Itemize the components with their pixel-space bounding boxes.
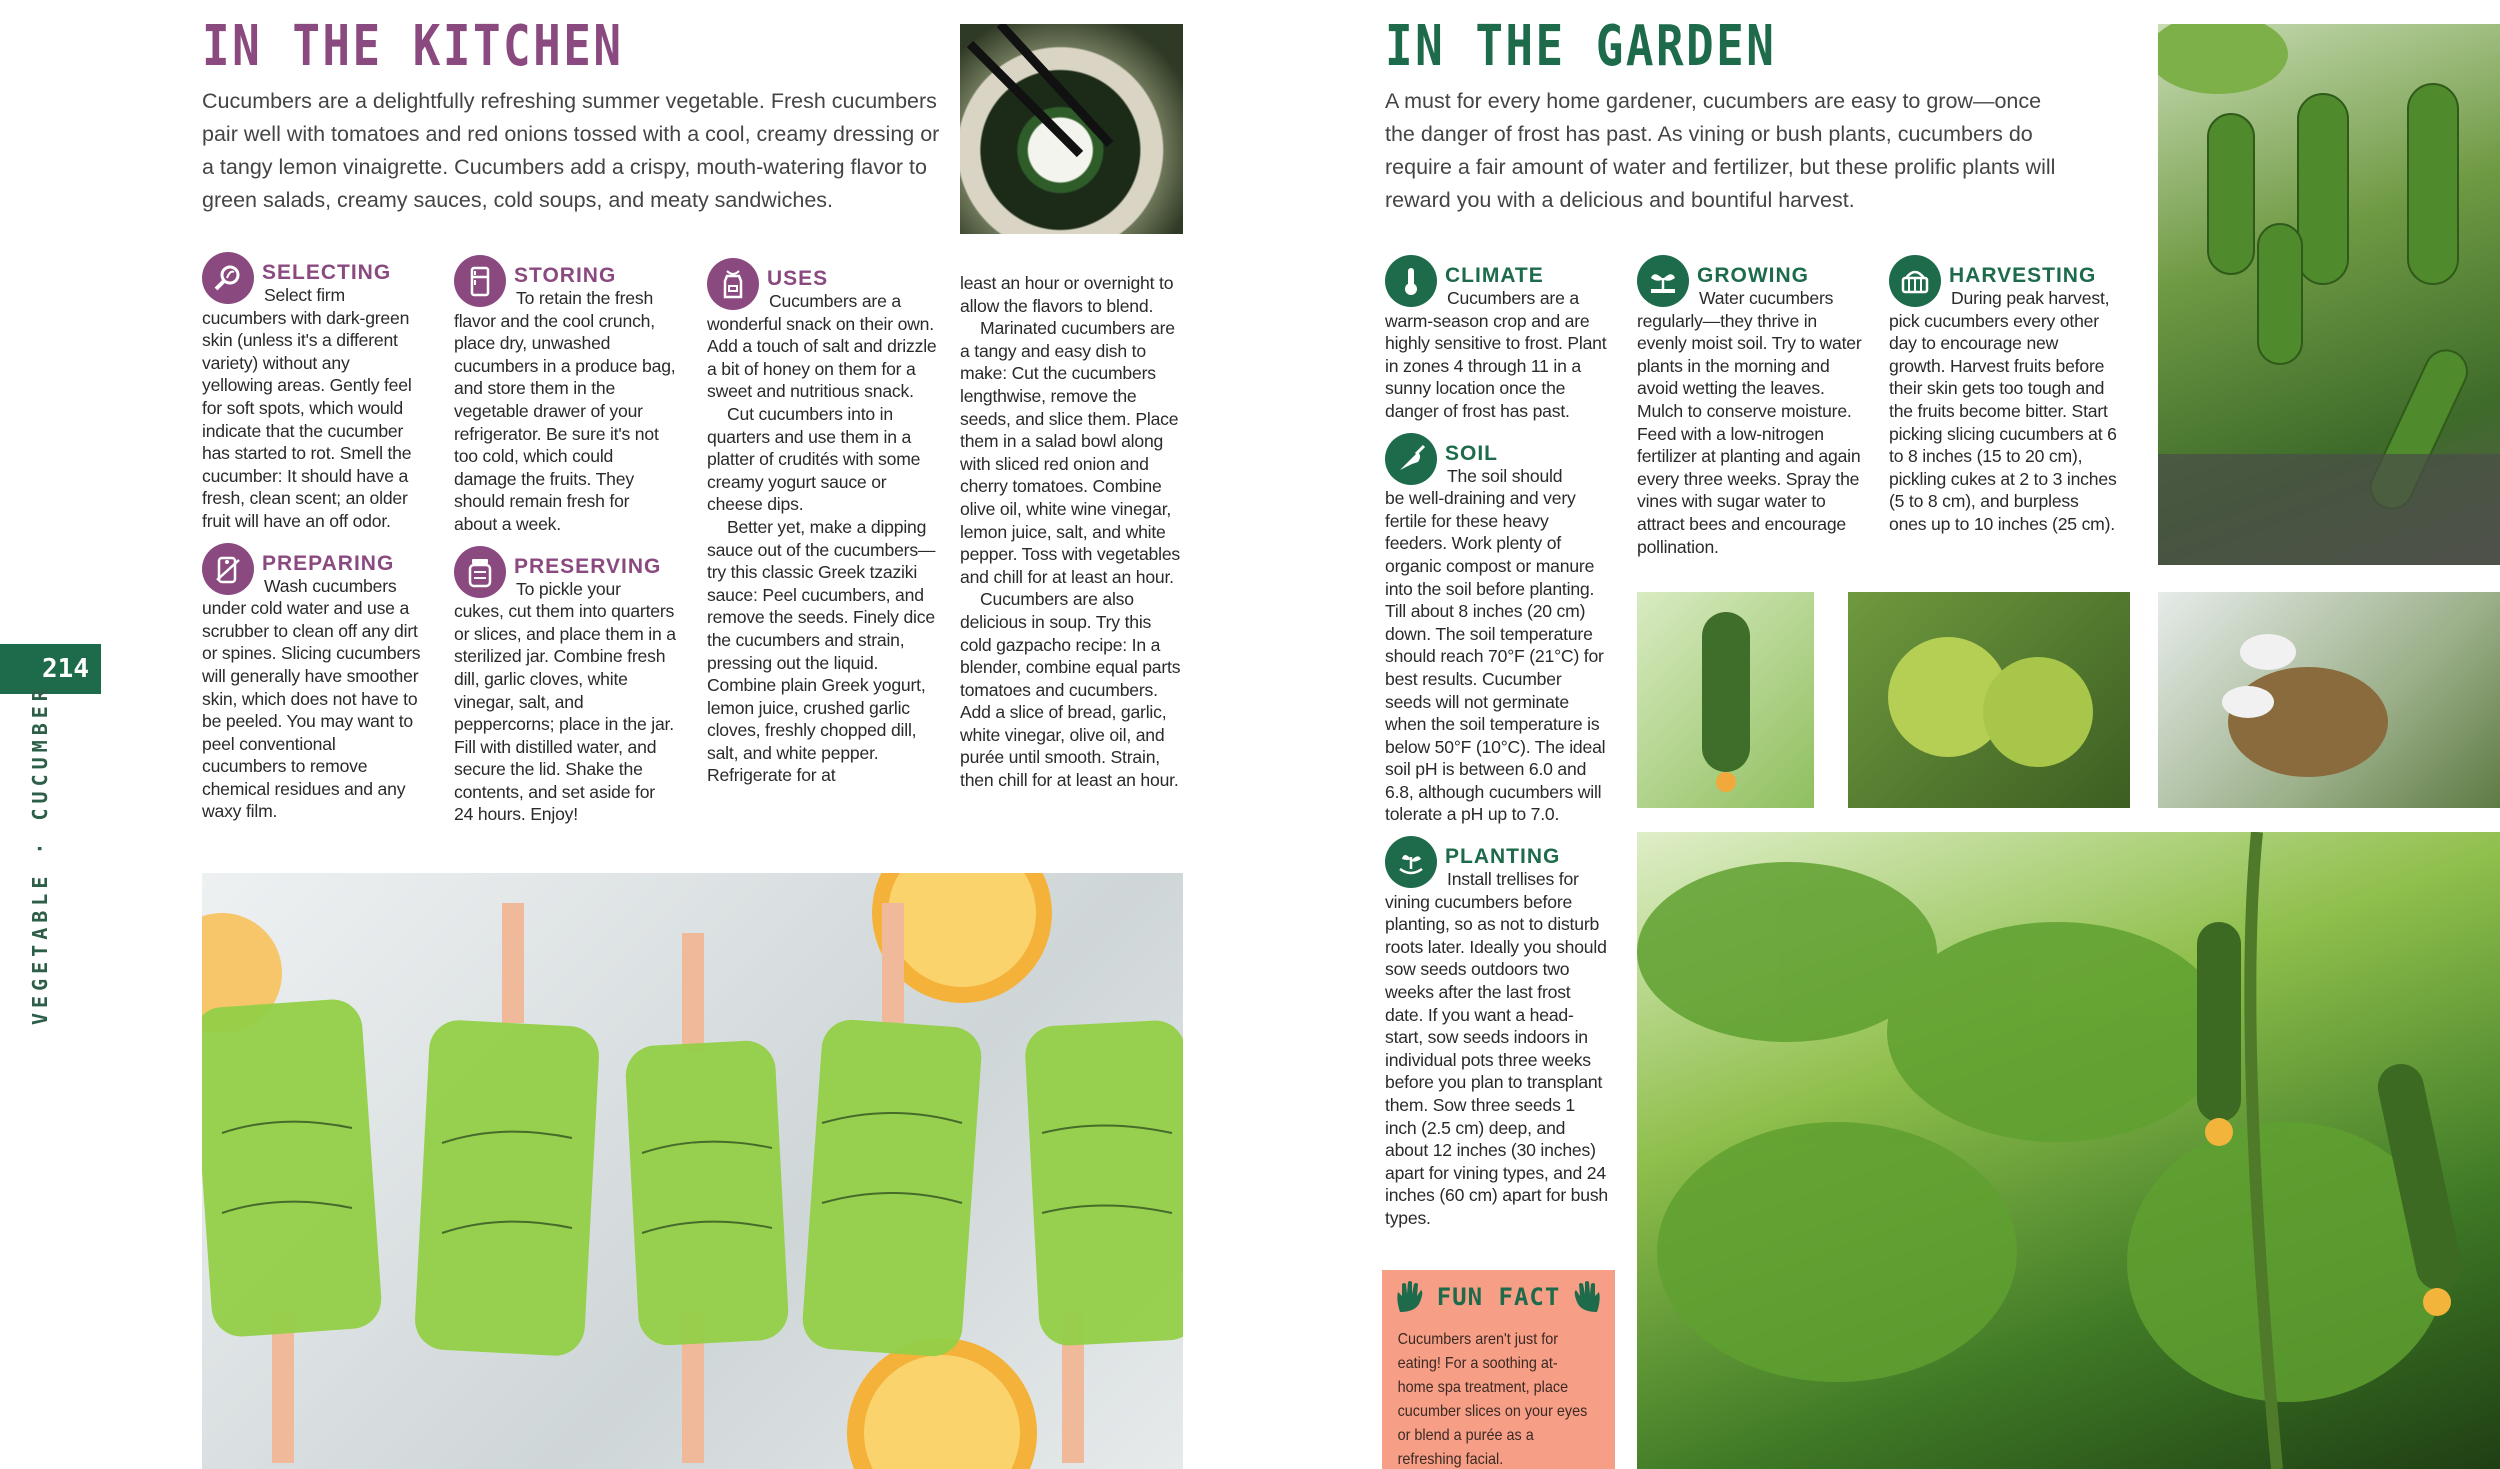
kitchen-col-3 — [707, 264, 937, 787]
uses-heading: USES — [767, 267, 829, 290]
seedling-icon — [1637, 255, 1689, 307]
kitchen-intro: Cucumbers are a delightfully refreshing summer vegetable. Fresh cucumbers pair well with tomatoes and red onions tossed with a cool, creamy dressing or a tangy lemon vinaigrette. Cucumbers add a crispy, mouth-watering flavor to green salads, creamy sauces, cold soups, and meaty sandwiches. — [202, 89, 940, 212]
fun-fact-box — [1382, 1270, 1615, 1469]
preparing-heading: PREPARING — [262, 551, 395, 575]
soil-lead: The soil should — [1447, 465, 1563, 486]
greenhouse-cucumbers-photo — [1637, 832, 2500, 1469]
climate-lead: Cucumbers are a — [1447, 288, 1579, 308]
soil-heading: SOIL — [1445, 441, 1499, 465]
preserving-lead: To pickle your — [516, 578, 621, 599]
garden-intro: A must for every home gardener, cucumbers are easy to grow—once the danger of frost has past. As vining or bush plants, cucumbers do require a fair amount of water and fertilizer, but these prolific plants will reward you with a delicious and bountiful harvest. — [1385, 89, 2056, 212]
growing-lead: Water cucumbers — [1699, 288, 1834, 308]
cutting-board-icon — [202, 543, 254, 595]
growing-heading: GROWING — [1697, 264, 1809, 287]
continued-paragraph-2: Marinated cucumbers are a tangy and easy dish to make: Cut the cucumbers lengthwise, remove the seeds, and slice them. Place them in a salad bowl along with sliced red onion and cherry tomatoes. Combine olive oil, white wine vinegar, lemon juice, salt, and white pepper. Toss with vegetables and chill for at least an hour. — [960, 318, 1181, 587]
refrigerator-icon — [454, 255, 506, 307]
fun-fact-text: Cucumbers aren't just for eating! For a soothing at-home spa treatment, place cucumber slices on your eyes or blend a purée as a refreshing facial. — [1397, 1331, 1588, 1468]
growing-body: regularly—they thrive in evenly moist soil. Try to water plants in the morning and avoid wetting the leaves. Mulch to conserve moisture. Feed with a low-nitrogen fertilizer at planting and again every three weeks. Spray the vines with sugar water to attract bees and encourage pollination. — [1637, 310, 1862, 557]
hand-icon — [1394, 1280, 1424, 1314]
preserving-heading: PRESERVING — [514, 554, 662, 578]
harvesting-lead: During peak harvest, — [1951, 288, 2110, 308]
planting-heading: PLANTING — [1445, 845, 1561, 869]
harvesting-heading: HARVESTING — [1949, 264, 2097, 287]
storing-heading: STORING — [514, 264, 617, 287]
planting-lead: Install trellises for — [1447, 869, 1579, 890]
sushi-photo — [960, 24, 1183, 234]
storing-body: flavor and the cool crunch, place dry, unwashed cucumbers in a produce bag, and store them in the vegetable drawer of your refrigerator. Be sure it's not too cold, which could damage the fruits. They should remain fresh for about a week. — [454, 310, 676, 534]
garden-col-2 — [1637, 261, 1862, 558]
storing-lead: To retain the fresh — [516, 288, 654, 308]
preparing-body: under cold water and use a scrubber to clean off any dirt or spines. Slicing cucumbers will generally have smoother skin, which does not have to be peeled. You may want to peel conventional cucumbers to remove chemical residues and any waxy film. — [202, 598, 421, 822]
preserving-body: cukes, cut them into quarters or slices, and place them in a sterilized jar. Combine fresh dill, garlic cloves, white vinegar, salt, and peppercorns; place in the jar. Fill with distilled water, and secure the lid. Shake the contents, and set aside for 24 hours. Enjoy! — [454, 601, 676, 825]
cucumber-on-vine-photo — [1637, 592, 1814, 808]
kitchen-col-1 — [202, 258, 422, 823]
garden-title: IN THE GARDEN — [1385, 14, 1777, 79]
selecting-lead: Select firm — [264, 285, 345, 305]
continued-paragraph-1: least an hour or overnight to allow the flavors to blend. — [960, 273, 1174, 316]
kitchen-col-2 — [454, 261, 676, 826]
popsicle-photo — [202, 873, 1183, 1469]
continued-paragraph-3: Cucumbers are also delicious in soup. Try this cold gazpacho recipe: In a blender, combine equal parts tomatoes and cucumbers. Add a slice of bread, garlic, white vinegar, olive oil, and purée until smooth. Strain, then chill for at least an hour. — [960, 589, 1181, 791]
fun-fact-title: FUN FACT — [1436, 1283, 1561, 1311]
preparing-lead: Wash cucumbers — [264, 575, 397, 596]
cucumber-vines-photo — [2158, 24, 2500, 565]
hand-icon — [1573, 1280, 1603, 1314]
kitchen-col-4 — [960, 272, 1185, 792]
uses-paragraph-1: wonderful snack on their own. Add a touch of salt and drizzle a bit of honey on them for a sweet and nutritious snack. — [707, 313, 937, 402]
selecting-body: cucumbers with dark-green skin (unless it's a different variety) without any yellowing areas. Gently feel for soft spots, which would indicate that the cucumber has started to rot. Smell the cucumber: It should have a fresh, clean scent; an older fruit will have an off odor. — [202, 307, 412, 531]
selecting-heading: SELECTING — [262, 261, 392, 284]
running-head: VEGETABLE · CUCUMBER — [28, 684, 52, 1025]
uses-lead: Cucumbers are a — [769, 291, 901, 311]
uses-paragraph-2: Cut cucumbers into in quarters and use them in a platter of crudités with some creamy yogurt sauce or cheese dips. — [707, 403, 921, 515]
kitchen-title: IN THE KITCHEN — [202, 14, 624, 79]
garden-col-1 — [1385, 261, 1610, 1230]
apron-icon — [707, 258, 759, 310]
gloved-hands-soil-photo — [2158, 592, 2500, 808]
soil-body: be well-draining and very fertile for these heavy feeders. Work plenty of organic compost or manure into the soil before planting. Till about 8 inches (20 cm) down. The soil temperature should reach 70°F (21°C) for best results. Cucumber seeds will not germinate when the soil temperature is below 50°F (10°C). The ideal soil pH is between 6.0 and 6.8, although cucumbers will tolerate a pH up to 7.0. — [1385, 488, 1606, 825]
climate-heading: CLIMATE — [1445, 264, 1544, 287]
uses-paragraph-3: Better yet, make a dipping sauce out of the cucumbers—try this classic Greek tzaziki sauce: Peel cucumbers, and remove the seeds. Finely dice the cucumbers and strain, pressing out the liquid. Combine plain Greek yogurt, lemon juice, crushed garlic cloves, freshly chopped dill, salt, and white pepper. Refrigerate for at — [707, 516, 936, 786]
lemon-cucumber-photo — [1848, 592, 2130, 808]
magnifier-leaf-icon — [202, 252, 254, 304]
sprout-hand-icon — [1385, 836, 1437, 888]
basket-icon — [1889, 255, 1941, 307]
harvesting-body: pick cucumbers every other day to encourage new growth. Harvest fruits before their skin gets too tough and the fruits become bitter. Start picking slicing cucumbers at 6 to 8 inches (15 to 20 cm), pickling cukes at 2 to 3 inches (5 to 8 cm), and burpless ones up to 10 inches (25 cm). — [1889, 310, 2117, 534]
planting-body: vining cucumbers before planting, so as not to disturb roots later. Ideally you should sow seeds outdoors two weeks after the last frost date. If you want a head-start, sow seeds indoors in individual pots three weeks before you plan to transplant them. Sow three seeds 1 inch (2.5 cm) deep, and about 12 inches (30 inches) apart for vining types, and 24 inches (60 cm) apart for bush types. — [1385, 891, 1609, 1228]
jar-icon — [454, 546, 506, 598]
page-number: 214 — [42, 654, 89, 684]
trowel-icon — [1385, 433, 1437, 485]
thermometer-icon — [1385, 255, 1437, 307]
garden-col-3 — [1889, 261, 2119, 536]
climate-body: warm-season crop and are highly sensitive to frost. Plant in zones 4 through 11 in a sunny location once the danger of frost has past. — [1385, 310, 1607, 421]
